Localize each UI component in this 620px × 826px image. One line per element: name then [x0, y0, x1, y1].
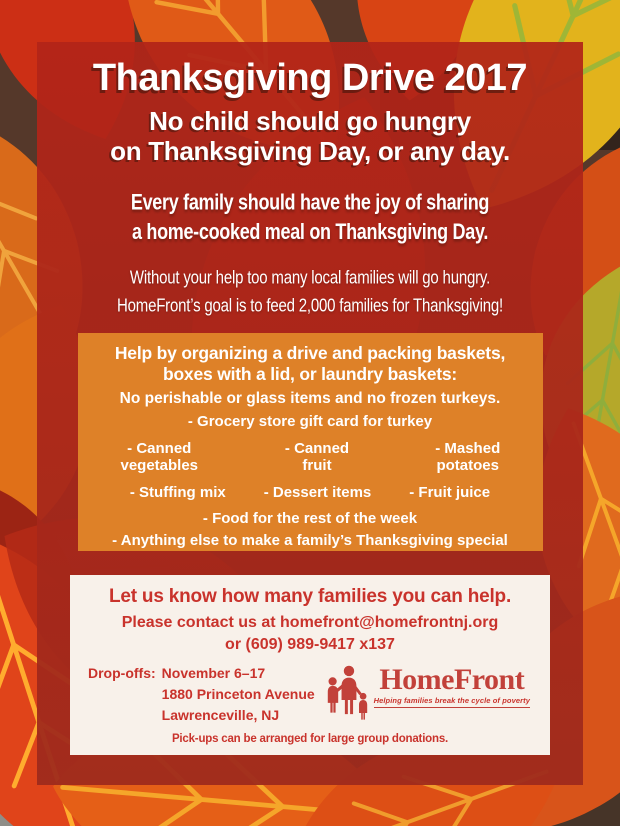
- subtitle-line-1: No child should go hungry: [149, 105, 471, 136]
- contact-email-line: Please contact us at homefront@homefrontnj.org: [121, 613, 499, 631]
- list-item: - Fruit juice: [409, 484, 491, 502]
- perishables-note: No perishable or glass items and no frozen turkeys.: [119, 390, 501, 408]
- appeal-line-1: Without your help too many local families will go hungry.: [129, 267, 491, 288]
- items-row-2: [88, 484, 533, 501]
- message-line-1: Every family should have the joy of sharing: [130, 190, 490, 215]
- logo-text-block: [373, 662, 530, 708]
- homefront-family-icon: [322, 665, 370, 723]
- message-line-2: a home-cooked meal on Thanksgiving Day.: [131, 219, 489, 245]
- dropoffs-address-line-1: 1880 Princeton Avenue: [161, 685, 315, 702]
- contact-box: [70, 575, 550, 755]
- dropoffs-info: [88, 663, 315, 726]
- flyer-subtitle: [37, 106, 583, 167]
- list-item: - Stuffing mix: [129, 484, 226, 502]
- flyer-title: Thanksgiving Drive 2017: [92, 57, 528, 99]
- items-row-1: [88, 440, 533, 474]
- dropoffs-address-line-2: Lawrenceville, NJ: [161, 706, 280, 723]
- goal-appeal: [37, 265, 583, 320]
- drive-heading-line-1: Help by organizing a drive and packing baskets,: [114, 342, 506, 363]
- flyer-content-panel: [37, 42, 583, 785]
- contact-phone-line: or (609) 989-9417 x137: [225, 635, 395, 653]
- appeal-line-2: HomeFront’s goal is to feed 2,000 families for Thanksgiving!: [117, 294, 503, 316]
- contact-bottom-row: [82, 663, 538, 726]
- dropoffs-dates: November 6–17: [161, 664, 266, 681]
- homefront-logo: [322, 662, 530, 723]
- logo-wordmark: HomeFront: [379, 662, 525, 696]
- gift-card-item: - Grocery store gift card for turkey: [187, 413, 433, 431]
- dropoffs-label: Drop-offs:: [88, 664, 156, 681]
- rest-of-week-item: - Food for the rest of the week: [202, 510, 418, 528]
- list-item: - Mashed potatoes: [435, 440, 501, 475]
- drive-instructions-box: [78, 333, 543, 551]
- drive-heading: [88, 343, 533, 386]
- subtitle-line-2: on Thanksgiving Day, or any day.: [110, 136, 510, 167]
- contact-heading: Let us know how many families you can help.: [108, 585, 512, 607]
- pickups-note: Pick-ups can be arranged for large group donations.: [171, 732, 449, 745]
- drive-heading-line-2: boxes with a lid, or laundry baskets:: [162, 364, 458, 385]
- list-item: - Canned fruit: [284, 440, 350, 475]
- sharing-message: [37, 188, 583, 247]
- logo-tagline: Helping families break the cycle of poverty: [373, 695, 530, 705]
- anything-else-item: - Anything else to make a family’s Thanksgiving special: [112, 532, 508, 550]
- list-item: - Dessert items: [263, 484, 372, 502]
- list-item: - Canned vegetables: [120, 440, 199, 475]
